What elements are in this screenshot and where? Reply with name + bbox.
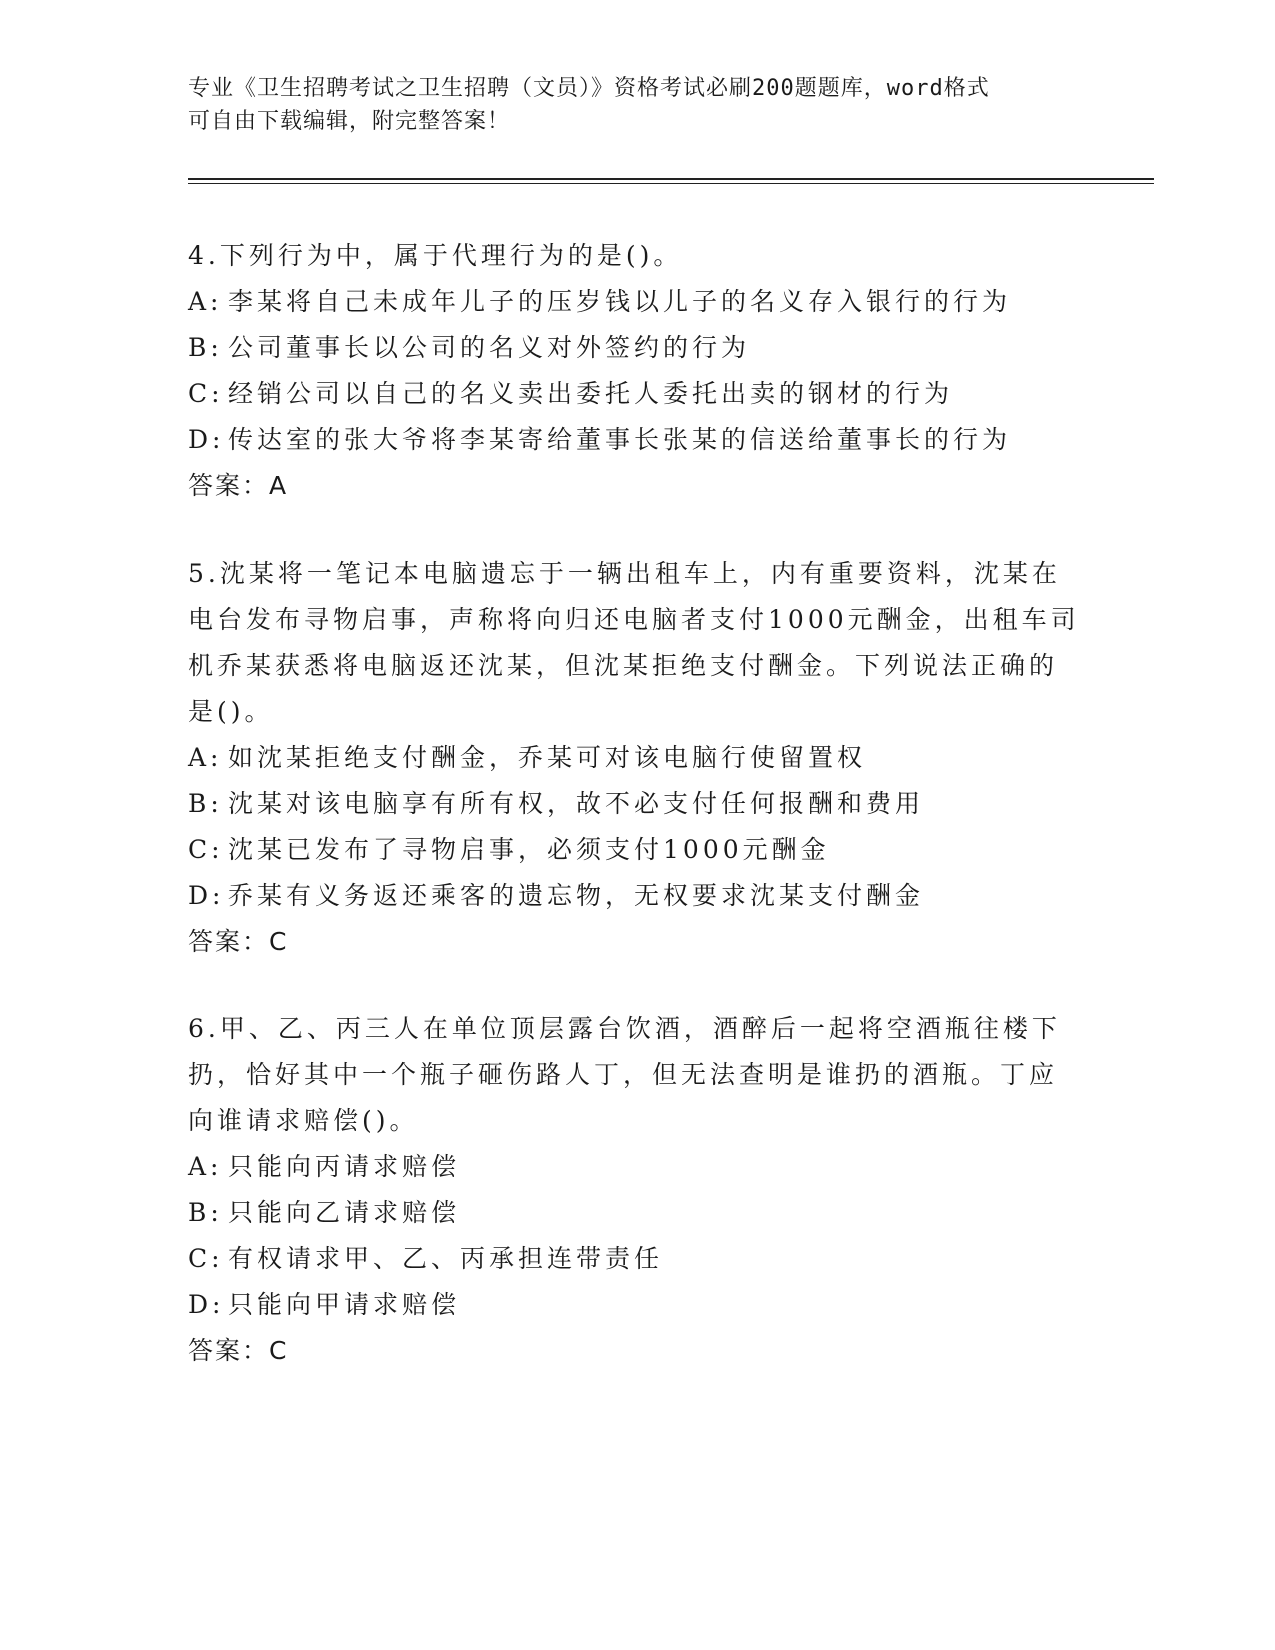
option-letter: D:	[188, 1290, 225, 1319]
option-letter: C:	[188, 379, 224, 408]
option-letter: A:	[188, 287, 223, 316]
option-d	[188, 417, 1088, 463]
option-text: 传达室的张大爷将李某寄给董事长张某的信送给董事长的行为	[228, 425, 1012, 454]
option-b	[188, 1190, 1088, 1236]
option-d	[188, 1282, 1088, 1328]
header-line-2: 可自由下载编辑，附完整答案！	[188, 109, 511, 134]
question-stem: 电台发布寻物启事，声称将向归还电脑者支付1000元酬金，出租车司	[188, 605, 1080, 634]
option-letter: A:	[188, 1152, 223, 1181]
header-divider-thick	[188, 178, 1154, 180]
option-c	[188, 1236, 1088, 1282]
option-text: 乔某有义务返还乘客的遗忘物，无权要求沈某支付酬金	[228, 881, 925, 910]
option-b	[188, 781, 1088, 827]
option-text: 李某将自己未成年儿子的压岁钱以儿子的名义存入银行的行为	[228, 287, 1012, 316]
question-stem: 5.沈某将一笔记本电脑遗忘于一辆出租车上，内有重要资料，沈某在	[188, 559, 1061, 588]
option-text: 沈某对该电脑享有所有权，故不必支付任何报酬和费用	[228, 789, 925, 818]
option-text: 只能向丙请求赔偿	[228, 1152, 461, 1181]
option-letter: C:	[188, 835, 224, 864]
option-a	[188, 1144, 1088, 1190]
option-text: 只能向乙请求赔偿	[228, 1198, 461, 1227]
option-d	[188, 873, 1088, 919]
question-stem: 机乔某获悉将电脑返还沈某，但沈某拒绝支付酬金。下列说法正确的	[188, 651, 1059, 680]
option-text: 有权请求甲、乙、丙承担连带责任	[228, 1244, 664, 1273]
option-a	[188, 735, 1088, 781]
option-letter: B:	[188, 333, 223, 362]
answer-line: 答案：A	[188, 471, 289, 500]
header-divider-thin	[188, 183, 1154, 184]
option-text: 只能向甲请求赔偿	[228, 1290, 461, 1319]
option-text: 如沈某拒绝支付酬金，乔某可对该电脑行使留置权	[228, 743, 867, 772]
question-4	[188, 233, 1088, 509]
question-stem: 向谁请求赔偿()。	[188, 1106, 419, 1135]
option-text: 公司董事长以公司的名义对外签约的行为	[228, 333, 751, 362]
question-stem: 4.下列行为中，属于代理行为的是()。	[188, 241, 683, 270]
option-text: 经销公司以自己的名义卖出委托人委托出卖的钢材的行为	[228, 379, 954, 408]
option-letter: A:	[188, 743, 223, 772]
document-header	[188, 72, 1088, 138]
question-5	[188, 551, 1088, 965]
question-6	[188, 1006, 1088, 1374]
option-a	[188, 279, 1088, 325]
answer-line: 答案：C	[188, 927, 289, 956]
header-line-1: 专业《卫生招聘考试之卫生招聘（文员）》资格考试必刷200题题库，word格式	[188, 76, 990, 101]
question-stem: 扔，恰好其中一个瓶子砸伤路人丁，但无法查明是谁扔的酒瓶。丁应	[188, 1060, 1059, 1089]
option-text: 沈某已发布了寻物启事，必须支付1000元酬金	[228, 835, 830, 864]
option-c	[188, 827, 1088, 873]
option-letter: B:	[188, 789, 223, 818]
option-b	[188, 325, 1088, 371]
option-letter: D:	[188, 881, 225, 910]
question-stem: 6.甲、乙、丙三人在单位顶层露台饮酒，酒醉后一起将空酒瓶往楼下	[188, 1014, 1061, 1043]
question-stem: 是()。	[188, 697, 274, 726]
option-c	[188, 371, 1088, 417]
option-letter: C:	[188, 1244, 224, 1273]
option-letter: D:	[188, 425, 225, 454]
option-letter: B:	[188, 1198, 223, 1227]
answer-line: 答案：C	[188, 1336, 289, 1365]
